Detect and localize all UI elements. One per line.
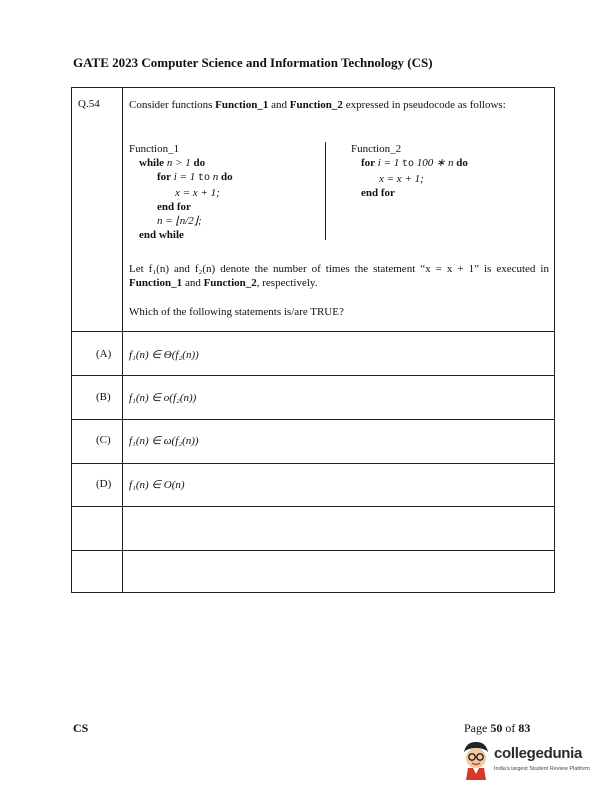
code-line-end-for: end for bbox=[361, 187, 395, 199]
row-divider bbox=[72, 506, 554, 507]
option-a-label: (A) bbox=[96, 348, 112, 360]
code-title: Function_1 bbox=[129, 143, 180, 155]
function-1-ref: Function_1 bbox=[215, 99, 269, 111]
code-line-assign: n = ⌊n/2⌋; bbox=[157, 215, 202, 227]
option-d-label: (D) bbox=[96, 478, 112, 490]
code-line-stmt: x = x + 1; bbox=[175, 187, 220, 199]
code-line-for: for i = 1 to n do bbox=[157, 171, 233, 184]
column-divider bbox=[122, 88, 123, 592]
row-divider bbox=[72, 331, 554, 332]
option-a-text: f₁(n) ∈ Θ(f₂(n)) bbox=[129, 349, 199, 361]
footer-page-number: Page 50 of 83 bbox=[464, 721, 531, 735]
option-b-text: f₁(n) ∈ o(f₂(n)) bbox=[129, 392, 197, 404]
row-divider bbox=[72, 419, 554, 420]
question-prompt: Which of the following statements is/are TRUE? bbox=[129, 306, 344, 318]
brand-tagline: India's largest Student Review Platform bbox=[494, 766, 590, 772]
function-2-ref: Function_2 bbox=[289, 99, 343, 111]
page-header-title: GATE 2023 Computer Science and Information Technology (CS) bbox=[73, 55, 433, 70]
option-b-label: (B) bbox=[96, 391, 111, 403]
option-c-label: (C) bbox=[96, 434, 111, 446]
code-divider bbox=[325, 142, 326, 240]
code-line-end-while: end while bbox=[139, 229, 184, 241]
question-number: Q.54 bbox=[78, 98, 100, 110]
row-divider bbox=[72, 463, 554, 464]
code-line-stmt: x = x + 1; bbox=[379, 173, 424, 185]
row-divider bbox=[72, 375, 554, 376]
question-intro: Consider functions Function_1 and Function_2 expressed in pseudocode as follows: bbox=[129, 99, 506, 111]
question-table bbox=[71, 87, 555, 593]
option-c-text: f₁(n) ∈ ω(f₂(n)) bbox=[129, 435, 199, 447]
definition-paragraph: Let f₁(n) and f₂(n) denote the number of times the statement “x = x + 1” is executed in Function_1 and Function_2, respectively. bbox=[129, 263, 549, 289]
function-2-code bbox=[351, 142, 468, 200]
function-1-code bbox=[129, 142, 233, 242]
brand-name: collegedunia bbox=[494, 745, 583, 762]
code-line-while: while n > 1 do bbox=[139, 157, 206, 169]
code-title: Function_2 bbox=[351, 143, 402, 155]
code-line-for: for i = 1 to 100 ∗ n do bbox=[361, 157, 468, 170]
row-divider bbox=[72, 550, 554, 551]
mascot-icon bbox=[458, 738, 494, 782]
code-line-end-for: end for bbox=[157, 201, 191, 213]
footer-subject: CS bbox=[73, 721, 89, 735]
option-d-text: f₁(n) ∈ O(n) bbox=[129, 479, 185, 491]
collegedunia-logo bbox=[458, 738, 592, 782]
